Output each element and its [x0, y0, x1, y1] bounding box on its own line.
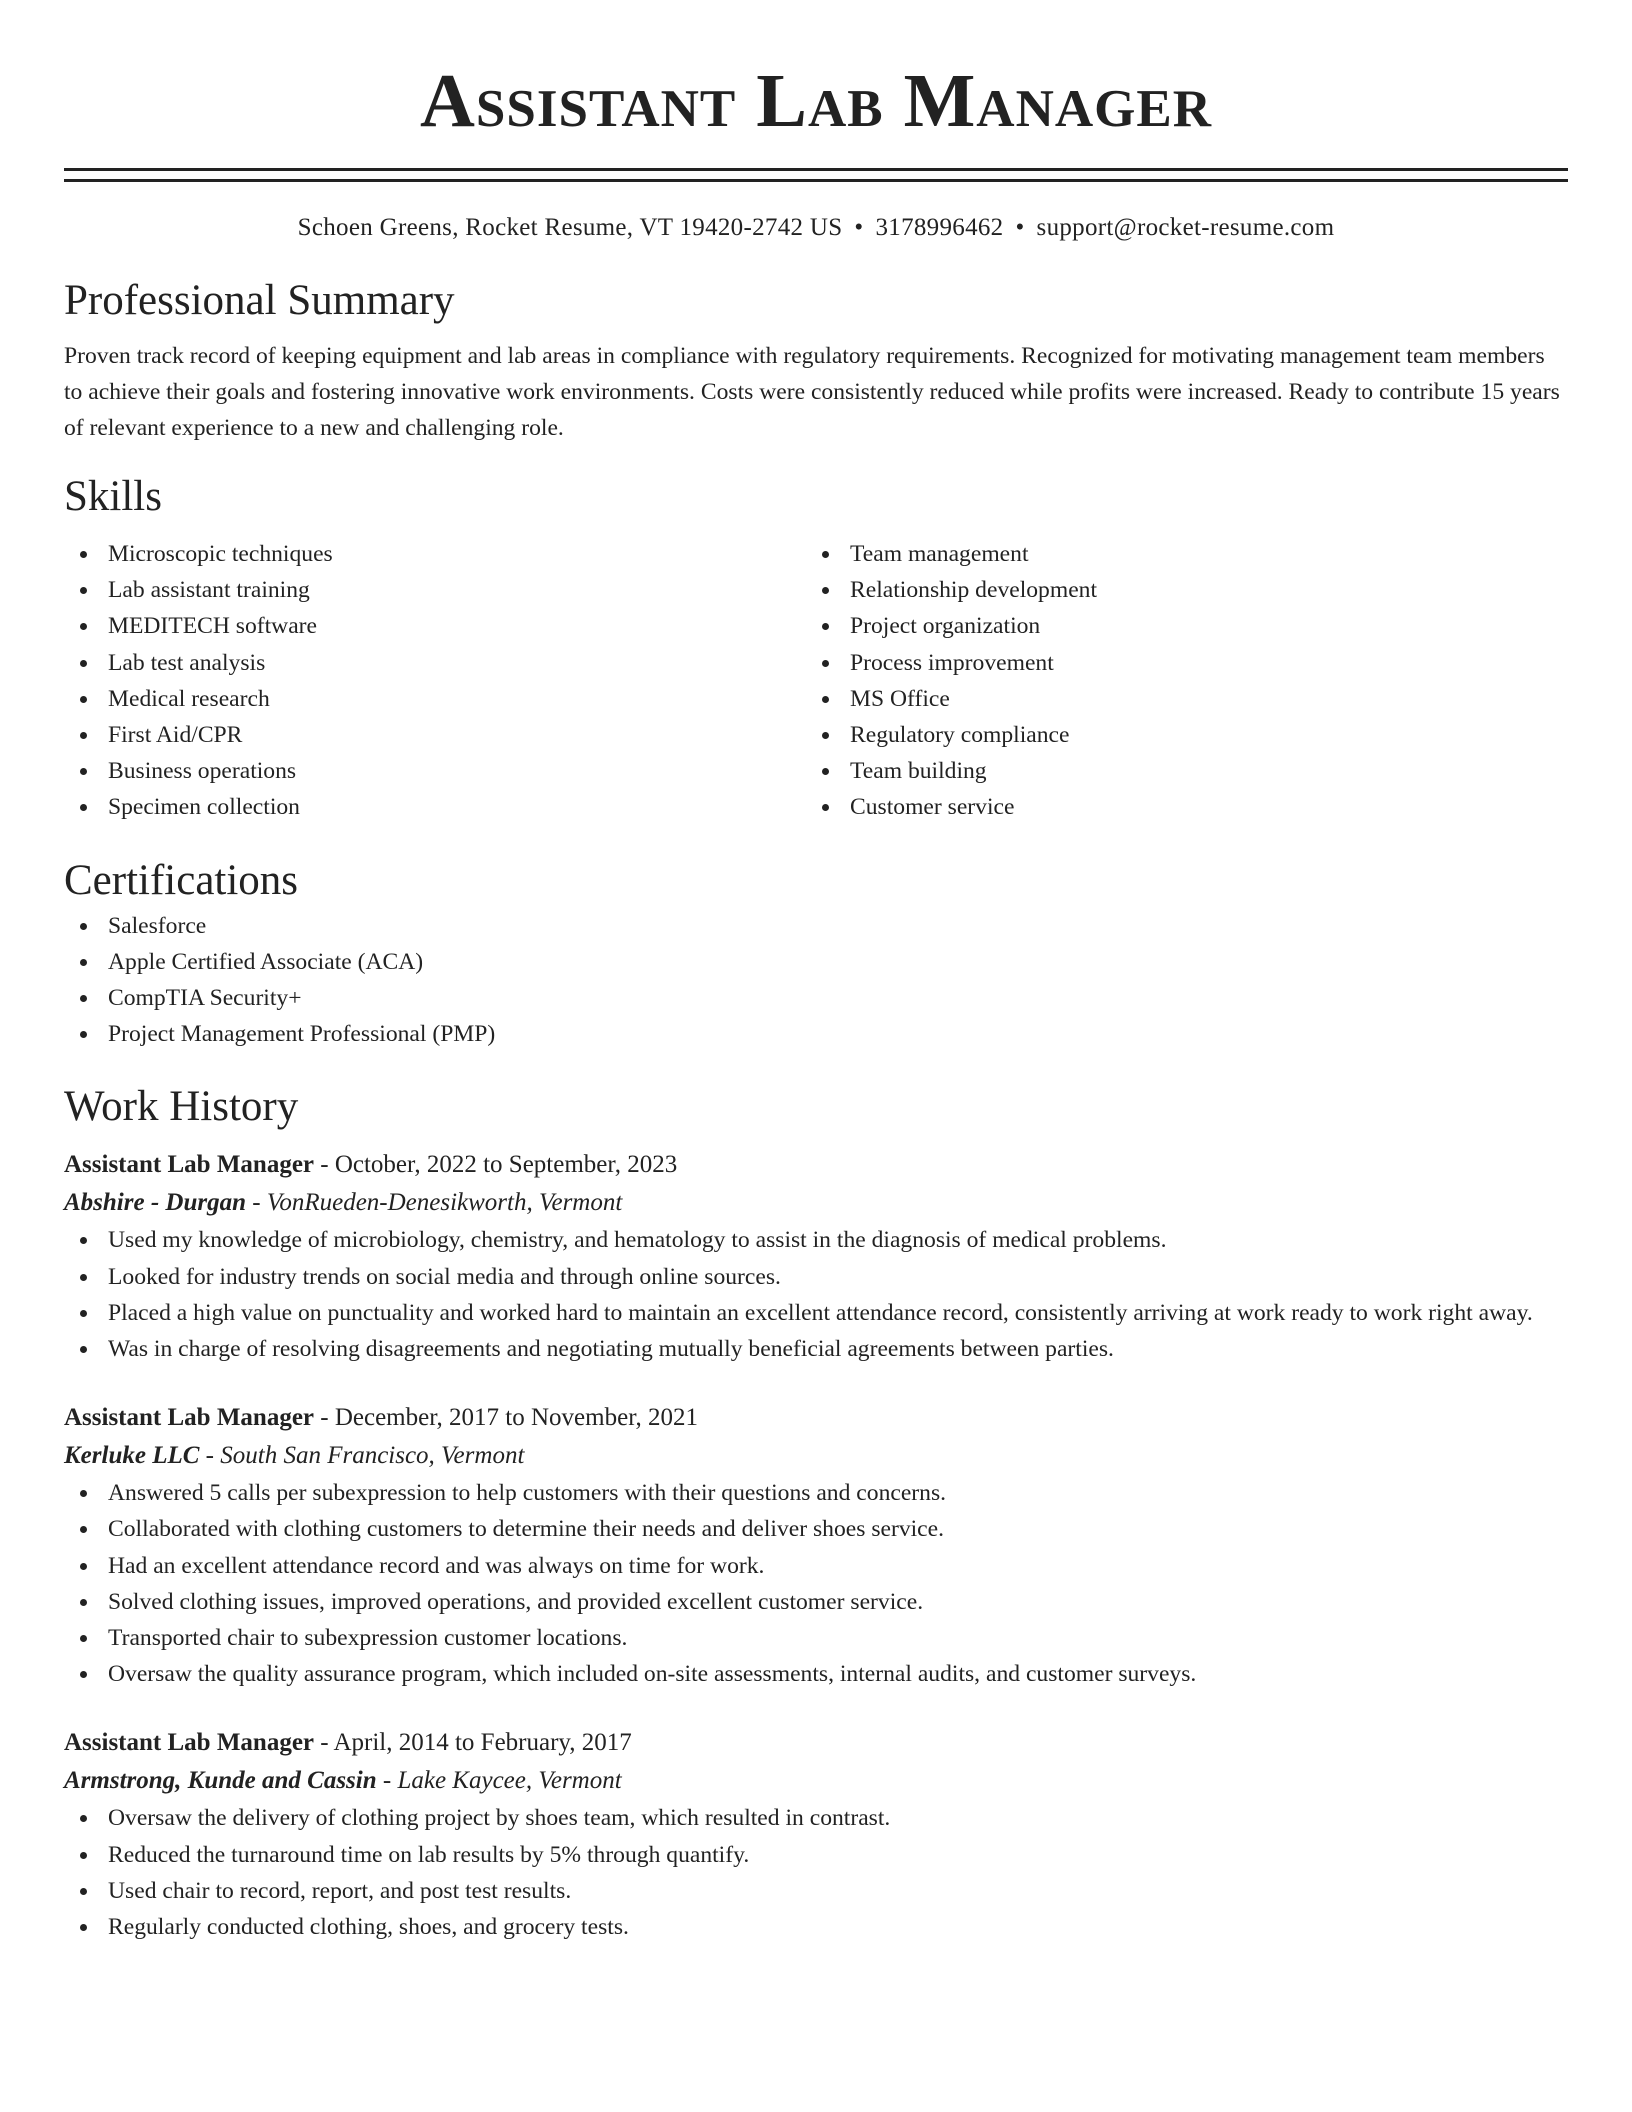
- job-company-line: [64, 1437, 1568, 1475]
- job-bullet: Looked for industry trends on social media and through online sources.: [64, 1259, 1568, 1295]
- summary-section: [64, 274, 1568, 446]
- job-bullet: Reduced the turnaround time on lab results by 5% through quantify.: [64, 1837, 1568, 1873]
- job-role: Assistant Lab Manager: [64, 1151, 315, 1179]
- skill-item: Customer service: [806, 789, 1548, 825]
- skills-list-right: [806, 536, 1548, 826]
- job-company-line: [64, 1762, 1568, 1800]
- skills-list-left: [64, 536, 806, 826]
- job-bullet-list: [64, 1475, 1568, 1692]
- skill-item: Microscopic techniques: [64, 536, 806, 572]
- job-bullet-list: [64, 1800, 1568, 1945]
- contact-separator: •: [1015, 214, 1025, 241]
- job-location: - South San Francisco, Vermont: [199, 1442, 525, 1470]
- job-company: Armstrong, Kunde and Cassin: [64, 1767, 377, 1795]
- job-title-line: [64, 1724, 1568, 1762]
- job-bullet: Was in charge of resolving disagreements and negotiating mutually beneficial agreements between parties.: [64, 1331, 1568, 1367]
- job-bullet: Solved clothing issues, improved operations, and provided excellent customer service.: [64, 1584, 1568, 1620]
- certification-item: CompTIA Security+: [64, 980, 1568, 1016]
- contact-line: [64, 210, 1568, 246]
- job-bullet: Collaborated with clothing customers to determine their needs and deliver shoes service.: [64, 1511, 1568, 1547]
- certification-item: Salesforce: [64, 908, 1568, 944]
- skills-column-right: [806, 536, 1548, 826]
- skills-column-left: [64, 536, 806, 826]
- job-dates: - December, 2017 to November, 2021: [314, 1404, 699, 1432]
- job-bullet: Placed a high value on punctuality and worked hard to maintain an excellent attendance record, consistently arriving at work ready to work right away.: [64, 1295, 1568, 1331]
- certifications-list: [64, 908, 1568, 1053]
- skill-item: Team management: [806, 536, 1548, 572]
- job-bullet: Had an excellent attendance record and was always on time for work.: [64, 1548, 1568, 1584]
- certifications-heading: Certifications: [64, 856, 299, 904]
- job-bullet: Oversaw the quality assurance program, which included on-site assessments, internal audits, and customer surveys.: [64, 1656, 1568, 1692]
- job-entry: [64, 1146, 1568, 1367]
- skills-section: [64, 470, 1568, 826]
- job-bullet: Regularly conducted clothing, shoes, and grocery tests.: [64, 1909, 1568, 1945]
- work-history-heading: Work History: [64, 1083, 299, 1131]
- skill-item: First Aid/CPR: [64, 717, 806, 753]
- job-title-line: [64, 1146, 1568, 1184]
- contact-address: Schoen Greens, Rocket Resume, VT 19420-2742 US: [297, 214, 843, 241]
- skill-item: Regulatory compliance: [806, 717, 1548, 753]
- job-entry: [64, 1724, 1568, 1945]
- job-bullet: Oversaw the delivery of clothing project by shoes team, which resulted in contrast.: [64, 1800, 1568, 1836]
- summary-heading: Professional Summary: [64, 277, 455, 324]
- job-bullet: Transported chair to subexpression customer locations.: [64, 1620, 1568, 1656]
- job-dates: - October, 2022 to September, 2023: [314, 1151, 678, 1179]
- skill-item: Team building: [806, 753, 1548, 789]
- skill-item: Relationship development: [806, 572, 1548, 608]
- summary-text: Proven track record of keeping equipment and lab areas in compliance with regulatory requirements. Recognized for motivating management team members to achieve their goals and fostering innovative work environments. Costs were consistently reduced while profits were increased. Ready to contribute 15 years of relevant experience to a new and challenging role.: [64, 343, 1560, 441]
- certification-item: Apple Certified Associate (ACA): [64, 944, 1568, 980]
- skill-item: Business operations: [64, 753, 806, 789]
- skill-item: Lab test analysis: [64, 645, 806, 681]
- job-location: - Lake Kaycee, Vermont: [376, 1767, 622, 1795]
- skill-item: Process improvement: [806, 645, 1548, 681]
- job-role: Assistant Lab Manager: [64, 1404, 315, 1432]
- certification-item: Project Management Professional (PMP): [64, 1016, 1568, 1052]
- job-title-line: [64, 1399, 1568, 1437]
- job-role: Assistant Lab Manager: [64, 1729, 315, 1757]
- skill-item: MS Office: [806, 681, 1548, 717]
- contact-email: support@rocket-resume.com: [1036, 214, 1335, 241]
- contact-phone: 3178996462: [875, 214, 1004, 241]
- page-title: Assistant Lab Manager: [420, 59, 1212, 143]
- job-bullet: Used chair to record, report, and post test results.: [64, 1873, 1568, 1909]
- work-history-section: [64, 1080, 1568, 1945]
- job-location: - VonRueden-Denesikworth, Vermont: [246, 1189, 623, 1217]
- skill-item: Project organization: [806, 608, 1548, 644]
- job-company-line: [64, 1184, 1568, 1222]
- job-company: Kerluke LLC: [64, 1442, 200, 1470]
- contact-separator: •: [854, 214, 864, 241]
- job-company: Abshire - Durgan: [64, 1189, 246, 1217]
- skill-item: MEDITECH software: [64, 608, 806, 644]
- skills-grid: [64, 536, 1568, 826]
- skills-heading: Skills: [64, 473, 162, 520]
- job-entry: [64, 1399, 1568, 1692]
- job-bullet: Used my knowledge of microbiology, chemistry, and hematology to assist in the diagnosis of medical problems.: [64, 1222, 1568, 1258]
- skill-item: Medical research: [64, 681, 806, 717]
- title-double-rule: [64, 168, 1568, 182]
- skill-item: Lab assistant training: [64, 572, 806, 608]
- certifications-section: [64, 854, 1568, 1053]
- job-bullet-list: [64, 1222, 1568, 1367]
- job-bullet: Answered 5 calls per subexpression to help customers with their questions and concerns.: [64, 1475, 1568, 1511]
- job-dates: - April, 2014 to February, 2017: [314, 1729, 632, 1757]
- skill-item: Specimen collection: [64, 789, 806, 825]
